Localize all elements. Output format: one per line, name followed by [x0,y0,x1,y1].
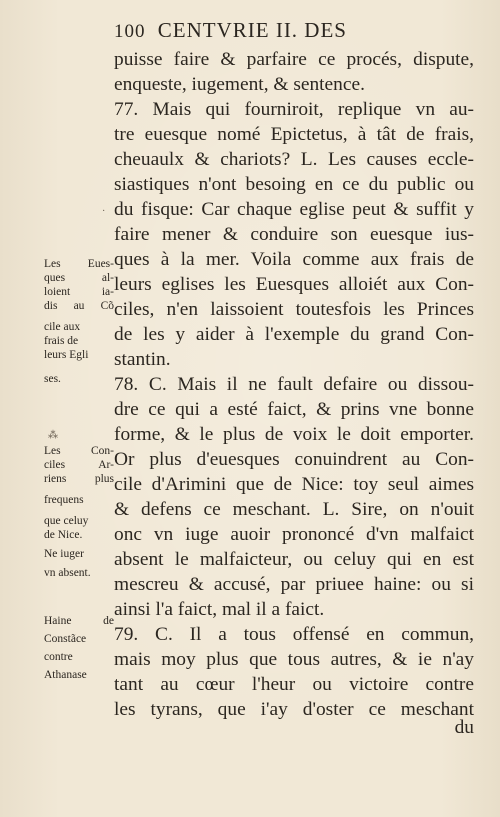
text-line: siastiques n'ont besoing en ce du public ou [114,174,474,195]
text-line: & defens ce meschant. L. Sire, on n'ouit [114,499,474,520]
margin-line: que celuy [44,515,89,527]
margin-line: Les Eues- [44,258,114,270]
margin-line: leurs Egli [44,349,89,361]
margin-line: loient ia- [44,286,114,298]
margin-line: contre [44,651,73,663]
margin-line: Les Con- [44,445,114,457]
margin-line: Constãce [44,633,87,645]
page-number: 100 [114,21,146,42]
text-line: onc vn iuge auoir prononcé d'vn malfaict [114,524,474,545]
text-line: de les y aider à l'exemple du grand Con- [114,324,474,345]
margin-line: ques al- [44,272,114,284]
margin-line: dis au Cõ [44,300,114,312]
ink-mark: ⁂ [48,430,58,441]
text-line: dre ce qui a esté faict, & prins vne bonne [114,399,474,420]
text-line: tant au cœur l'heur ou victoire contre [114,674,474,695]
text-line: 78. C. Mais il ne fault defaire ou dissou- [114,374,474,395]
text-line: ciles, n'en laissoient toutesfois les Princes [114,299,474,320]
text-line: forme, & le plus de voix le doit emporter. [114,424,474,445]
margin-line: de Nice. [44,529,83,541]
text-line: cile d'Arimini que de Nice: toy seul aimes [114,474,474,495]
text-line: 77. Mais qui fourniroit, replique vn au- [114,99,474,120]
text-line: ainsi l'a faict, mal il a faict. [114,599,325,620]
text-line: mais moy plus que tous autres, & ie n'ay [114,649,474,670]
text-line: les tyrans, que i'ay d'oster ce meschant [114,699,474,720]
text-line: puisse faire & parfaire ce procés, dispute, [114,49,474,70]
margin-line: Haine de [44,615,114,627]
margin-line: Athanase [44,669,87,681]
margin-line: frequens [44,494,84,506]
ink-dot-mark: · [102,206,106,217]
running-title: CENTVRIE II. DES [157,18,347,42]
catchword: du [454,717,474,738]
text-line: enqueste, iugement, & sentence. [114,74,365,95]
margin-line: Ne iuger [44,548,84,560]
margin-line: vn absent. [44,567,91,579]
text-line: stantin. [114,349,171,370]
text-line: 79. C. Il a tous offensé en commun, [114,624,474,645]
text-line: faire mener & conduire son euesque ius- [114,224,474,245]
text-line: leurs eglises les Euesques alloiét aux Con- [114,274,474,295]
text-line: mescreu & accusé, par priuee haine: ou si [114,574,474,595]
text-line: Or plus d'euesques conuindrent au Con- [114,449,474,470]
text-line: cheuaulx & chariots? L. Les causes eccle- [114,149,474,170]
margin-line: ses. [44,373,61,385]
text-line: ques à la mer. Voila comme aux frais de [114,249,474,270]
margin-line: frais de [44,335,79,347]
running-header [114,18,474,46]
margin-line: riens plus [44,473,114,485]
text-line: tre euesque nomé Epictetus, à tât de frais, [114,124,474,145]
text-line: du fisque: Car chaque eglise peut & suffit y [114,199,474,220]
margin-line: cile aux [44,321,81,333]
margin-line: ciles Ar- [44,459,114,471]
text-line: absent le malfaicteur, ou celuy qui en est [114,549,474,570]
